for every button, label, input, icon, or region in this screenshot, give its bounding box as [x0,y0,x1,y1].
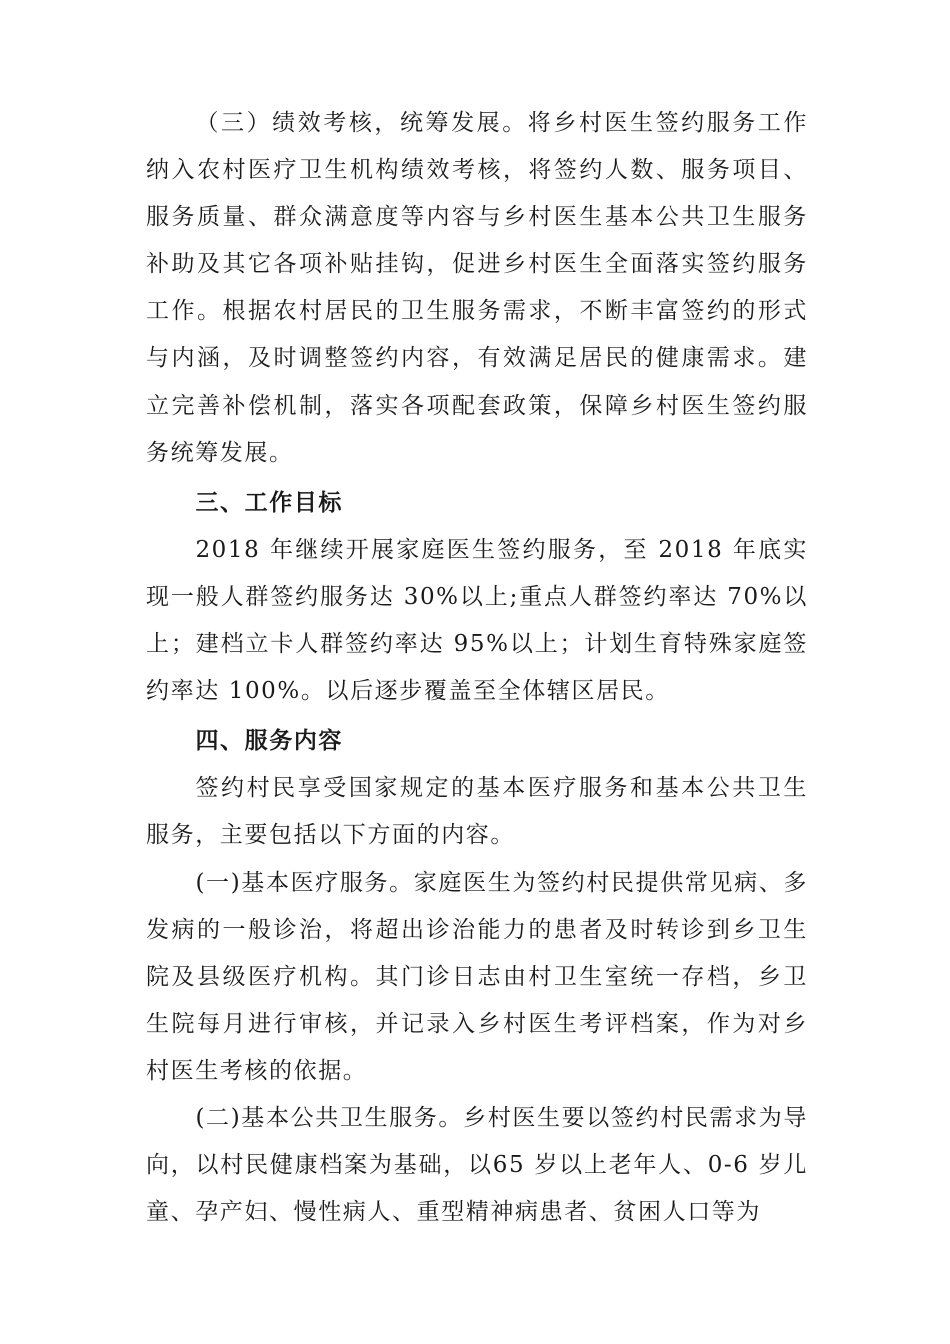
paragraph-basic-medical-service: (一)基本医疗服务。家庭医生为签约村民提供常见病、多发病的一般诊治，将超出诊治能力的患者及时转诊到乡卫生院及县级医疗机构。其门诊日志由村卫生室统一存档，乡卫生院每月进行审核，并记录入乡村医生考评档案，作为对乡村医生考核的依据。 [146,869,808,1084]
paragraph-public-health-service: (二)基本公共卫生服务。乡村医生要以签约村民需求为导向，以村民健康档案为基础，以65 岁以上老年人、0-6 岁儿童、孕产妇、慢性病人、重型精神病患者、贫困人口等为 [146,1104,808,1226]
paragraph-performance-assessment: （三）绩效考核，统筹发展。将乡村医生签约服务工作纳入农村医疗卫生机构绩效考核，将签约人数、服务项目、服务质量、群众满意度等内容与乡村医生基本公共卫生服务补助及其它各项补贴挂钩，促进乡村医生全面落实签约服务工作。根据农村居民的卫生服务需求，不断丰富签约的形式与内涵，及时调整签约内容，有效满足居民的健康需求。建立完善补偿机制，落实各项配套政策，保障乡村医生签约服务统筹发展。 [146,110,808,466]
paragraph-work-goals: 2018 年继续开展家庭医生签约服务，至 2018 年底实现一般人群签约服务达 30%以上;重点人群签约率达 70%以上；建档立卡人群签约率达 95%以上；计划生育特殊家庭签约率达 100%。以后逐步覆盖至全体辖区居民。 [146,536,808,705]
section-heading-work-goals: 三、工作目标 [195,489,344,516]
document-body [146,100,808,1236]
paragraph-service-intro: 签约村民享受国家规定的基本医疗服务和基本公共卫生服务，主要包括以下方面的内容。 [146,775,808,849]
section-heading-service-content: 四、服务内容 [195,728,344,755]
